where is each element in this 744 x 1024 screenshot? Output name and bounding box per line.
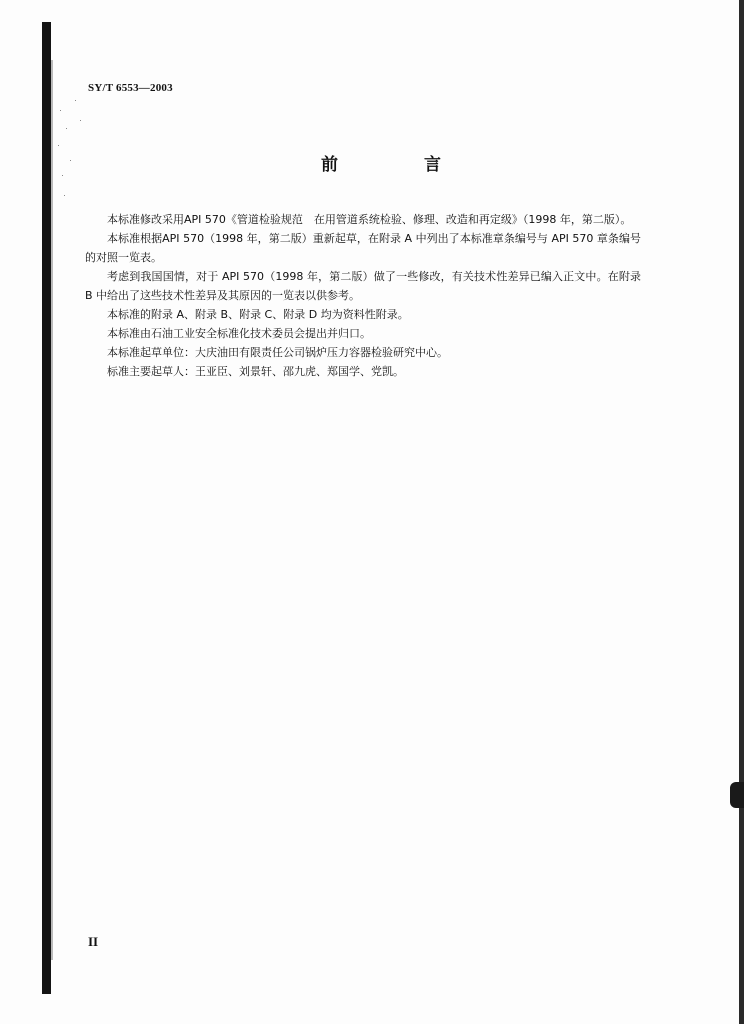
paragraph-modifications: 考虑到我国国情，对于 API 570（1998 年，第二版）做了一些修改，有关技术性差异已编入正文中。在附录 B 中给出了这些技术性差异及其原因的一览表以供参考。: [85, 270, 641, 302]
paragraph-adoption: 本标准修改采用API 570《管道检验规范 在用管道系统检验、修理、改造和再定级》（1998 年，第二版）。: [107, 213, 632, 226]
scan-ink-blot: [730, 782, 744, 808]
paragraph-annexes: 本标准的附录 A、附录 B、附录 C、附录 D 均为资料性附录。: [107, 308, 409, 321]
paragraph-redrafting: 本标准根据API 570（1998 年，第二版）重新起草，在附录 A 中列出了本标准章条编号与 API 570 章条编号的对照一览表。: [85, 232, 641, 264]
paragraph-drafters: 标准主要起草人：王亚臣、刘景轩、邵九虎、郑国学、党凯。: [107, 365, 404, 378]
paragraph-proposer: 本标准由石油工业安全标准化技术委员会提出并归口。: [107, 327, 371, 340]
document-code: SY/T 6553—2003: [88, 82, 173, 94]
foreword-body: [85, 210, 641, 381]
scan-binding-shadow: [51, 60, 53, 960]
paragraph-drafting-unit: 本标准起草单位：大庆油田有限责任公司锅炉压力容器检验研究中心。: [107, 346, 448, 359]
page-title: 前 言: [321, 155, 481, 175]
page-number: II: [88, 934, 99, 949]
